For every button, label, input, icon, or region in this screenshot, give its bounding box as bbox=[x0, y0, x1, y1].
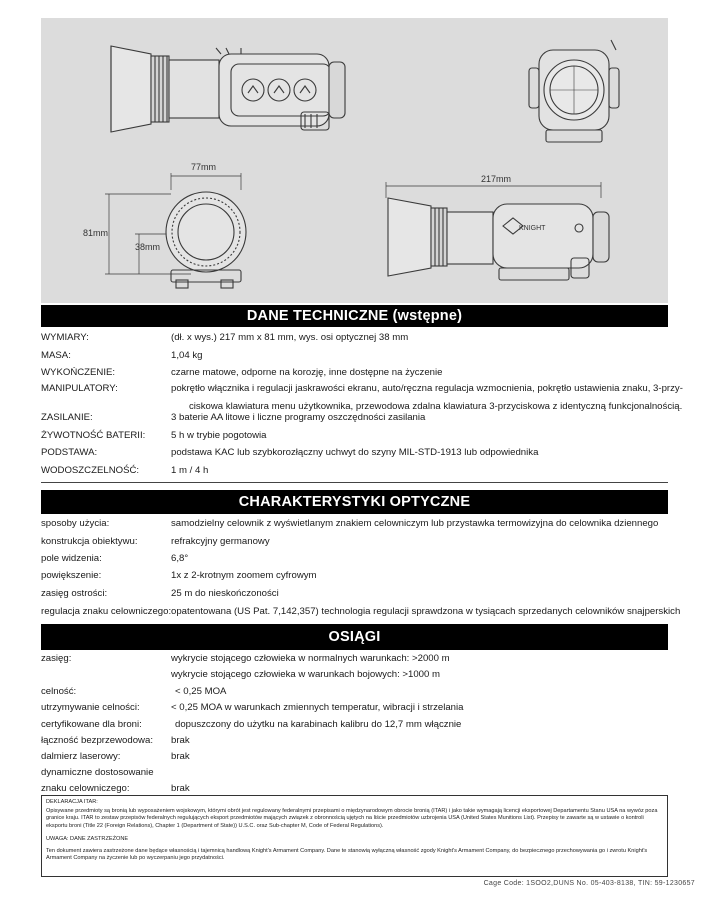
spec-value: 1x z 2-krotnym zoomem cyfrowym bbox=[171, 570, 317, 581]
spec-label: PODSTAWA: bbox=[41, 447, 98, 458]
spec-label: pole widzenia: bbox=[41, 553, 102, 564]
scope-side-view bbox=[386, 182, 609, 280]
spec-label: dynamiczne dostosowanie bbox=[41, 767, 154, 778]
spec-label: konstrukcja obiektywu: bbox=[41, 536, 138, 547]
spec-label: MANIPULATORY: bbox=[41, 383, 118, 394]
spec-label: certyfikowane dla broni: bbox=[41, 719, 142, 730]
spec-label: WYMIARY: bbox=[41, 332, 89, 343]
dim-axis-label: 38mm bbox=[135, 242, 161, 252]
spec-value: samodzielny celownik z wyświetlanym znakiem celowniczym lub przystawka termowizyjna do celownika dziennego bbox=[171, 518, 659, 529]
spec-label: WYKOŃCZENIE: bbox=[41, 367, 116, 378]
spec-value: (dł. x wys.) 217 mm x 81 mm, wys. osi optycznej 38 mm bbox=[171, 332, 409, 343]
spec-value: refrakcyjny germanowy bbox=[171, 536, 270, 547]
dim-width-label: 77mm bbox=[191, 162, 217, 172]
itar-notice: Ten dokument zawiera zastrzeżone dane będące własnością i tajemnicą handlową Knight's Armament Company. Dane te stanowią wyłączną własność zgody Knight's Armament Company, do bezpiecznego przechowywania go i zwrotu Knight's Armament Company na życzenie lub po wyczerpaniu jego przydatności. bbox=[46, 848, 648, 862]
spec-value: 3 baterie AA litowe i liczne programy oszczędności zasilania bbox=[171, 412, 426, 423]
spec-label: dalmierz laserowy: bbox=[41, 751, 121, 762]
spec-label: znaku celowniczego: bbox=[41, 783, 130, 794]
section-title-technical: DANE TECHNICZNE (wstępne) bbox=[41, 305, 668, 327]
spec-value: 1 m / 4 h bbox=[171, 465, 209, 476]
section-title-optical: CHARAKTERYSTYKI OPTYCZNE bbox=[41, 490, 668, 514]
spec-label: WODOSZCZELNOŚĆ: bbox=[41, 465, 140, 476]
spec-value: czarne matowe, odporne na korozję, inne dostępne na życzenie bbox=[171, 367, 443, 378]
spec-value: podstawa KAC lub szybkorozłączny uchwyt do szyny MIL-STD-1913 lub odpowiednika bbox=[171, 447, 539, 458]
scope-drawings-svg bbox=[41, 18, 668, 303]
scope-top-view bbox=[111, 46, 345, 132]
itar-warning: UWAGA: DANE ZASTRZEŻONE bbox=[46, 835, 129, 842]
itar-body: Opisywane przedmioty są bronią lub wyposażeniem wojskowym, którymi obrót jest regulowany federalnymi przepisami o międzynarodowym obrocie bronią (ITAR) i jako takie wymagają licencji eksportowej Departamentu Stanu USA na wywóz poza granice kraju. ITAR to zestaw przepisów federalnych regulujących eksport przedmiotów mających związek z obronnością ujętych na liście przedmiotów uzbrojenia USA (United States Munitions List). Przepisy te zawarte są w ustawie o kontroli eksportu broni (Title 22 (Foreign Relations), Chapter 1 (Department of State)) U.S.C. oraz Sub-chapter M, Code of Federal Regulations). bbox=[46, 808, 658, 829]
scope-front-view bbox=[105, 173, 246, 288]
spec-value: brak bbox=[171, 735, 190, 746]
spec-value: wykrycie stojącego człowieka w normalnych warunkach: >2000 m bbox=[171, 653, 450, 664]
spec-value: < 0,25 MOA bbox=[175, 686, 227, 697]
spec-value: < 0,25 MOA w warunkach zmiennych temperatur, wibracji i strzelania bbox=[171, 702, 464, 713]
spec-label: zasięg: bbox=[41, 653, 72, 664]
scope-rear-view bbox=[529, 40, 619, 142]
spec-value: wykrycie stojącego człowieka w warunkach bojowych: >1000 m bbox=[171, 669, 441, 680]
spec-value: 1,04 kg bbox=[171, 350, 203, 361]
spec-label: łączność bezprzewodowa: bbox=[41, 735, 153, 746]
spec-label: MASA: bbox=[41, 350, 71, 361]
section-title-performance: OSIĄGI bbox=[41, 624, 668, 650]
technical-drawing bbox=[41, 18, 668, 303]
spec-value: brak bbox=[171, 751, 190, 762]
spec-value: 25 m do nieskończoności bbox=[171, 588, 279, 599]
spec-value: pokrętło włącznika i regulacji jaskrawości ekranu, auto/ręczna regulacja wzmocnienia, pokrętło ustawienia znaku, 3-przy- bbox=[171, 383, 683, 394]
itar-heading: DEKLARACJA ITAR: bbox=[46, 799, 98, 805]
spec-value: opatentowana (US Pat. 7,142,357) technologia regulacji sprawdzona w tysiącach sprzedanych celowników snajperskich bbox=[171, 606, 681, 617]
spec-label: sposoby użycia: bbox=[41, 518, 110, 529]
brand-mark: KNIGHT bbox=[519, 225, 546, 232]
spec-value: ciskowa klawiatura menu użytkownika, przewodowa zdalna klawiatura 3-przyciskowa z identyczną funkcjonalnością. bbox=[189, 401, 683, 412]
spec-label: utrzymywanie celności: bbox=[41, 702, 140, 713]
spec-label: ZASILANIE: bbox=[41, 412, 93, 423]
spec-label: zasięg ostrości: bbox=[41, 588, 108, 599]
spec-value: 6,8° bbox=[171, 553, 189, 564]
spec-label: celność: bbox=[41, 686, 77, 697]
dim-height-label: 81mm bbox=[83, 228, 109, 238]
divider bbox=[41, 482, 668, 483]
spec-label: ŻYWOTNOŚĆ BATERII: bbox=[41, 430, 146, 441]
dim-length-label: 217mm bbox=[481, 174, 512, 184]
cage-code: Cage Code: 1SOO2,DUNS No. 05-403-8138, TIN: 59-1230657 bbox=[483, 880, 695, 887]
spec-value: dopuszczony do użytku na karabinach kalibru do 12,7 mm włącznie bbox=[175, 719, 462, 730]
spec-value: 5 h w trybie pogotowia bbox=[171, 430, 267, 441]
itar-declaration bbox=[41, 795, 668, 877]
spec-label: regulacja znaku celowniczego: bbox=[41, 606, 172, 617]
spec-value: brak bbox=[171, 783, 190, 794]
spec-label: powiększenie: bbox=[41, 570, 102, 581]
